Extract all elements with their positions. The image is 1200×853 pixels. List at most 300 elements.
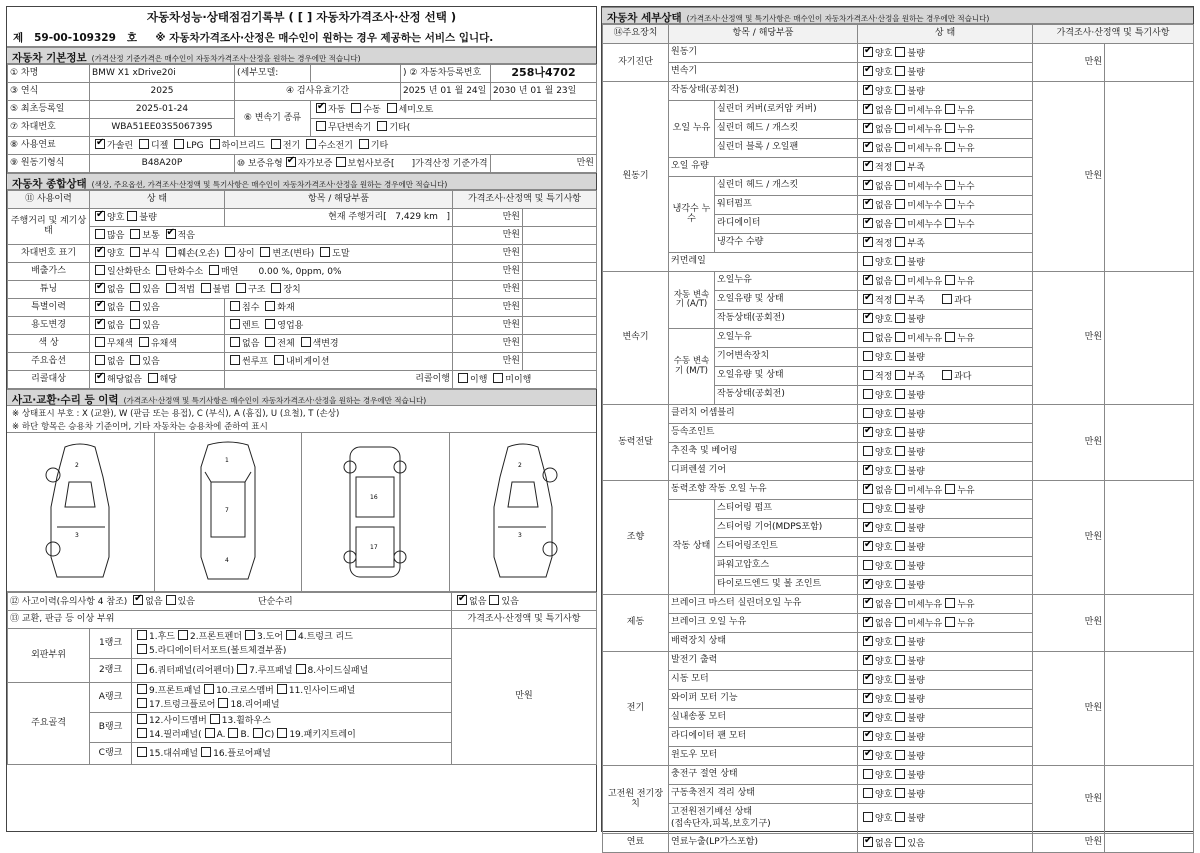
table-cell: 오일 유량 (669, 158, 858, 177)
p9[interactable] (137, 684, 147, 694)
label-text: 누유 (957, 485, 975, 496)
p8[interactable] (296, 664, 306, 674)
table-cell (858, 329, 1033, 348)
em-cb-1[interactable] (156, 265, 166, 275)
w4[interactable] (863, 465, 873, 475)
rc-cb-0[interactable] (95, 373, 105, 383)
e10[interactable] (863, 256, 873, 266)
l1[interactable] (863, 655, 873, 665)
legend-line-1: ※ 상태표시 부호 : X (교환), W (판금 또는 용접), C (부식), A (흠집), U (요철), T (손상) (12, 409, 340, 419)
table-cell: 항목 / 해당부품 (669, 25, 858, 44)
table-cell (858, 291, 1033, 310)
p2[interactable] (178, 630, 188, 640)
s3[interactable] (863, 522, 873, 532)
p14c[interactable] (253, 728, 263, 738)
warranty-self-cb[interactable] (286, 157, 296, 167)
col-cb-1[interactable] (139, 337, 149, 347)
vin-cb-1[interactable] (130, 247, 140, 257)
detail-table (602, 24, 1194, 853)
p14a[interactable] (205, 728, 215, 738)
e5b[interactable] (895, 161, 905, 171)
e4c[interactable] (945, 142, 955, 152)
e7[interactable] (863, 199, 873, 209)
table-cell (858, 215, 1033, 234)
col-cb-2[interactable] (230, 337, 240, 347)
table-cell (858, 63, 1033, 82)
trans-cvt-checkbox[interactable] (316, 121, 326, 131)
e6b[interactable] (895, 180, 905, 190)
table-cell: 동력전달 (603, 405, 669, 481)
l6[interactable] (863, 750, 873, 760)
rc-cb-1[interactable] (148, 373, 158, 383)
opt-cb-2[interactable] (230, 355, 240, 365)
table-cell: 용도변경 (8, 317, 90, 335)
fuel-options (90, 137, 597, 155)
label-text: 양호 (875, 656, 893, 667)
s4b[interactable] (895, 541, 905, 551)
e7b[interactable] (895, 199, 905, 209)
e8[interactable] (863, 218, 873, 228)
em-cb-2[interactable] (209, 265, 219, 275)
label-text: 전기 (282, 141, 301, 152)
w1b[interactable] (895, 408, 905, 418)
b2[interactable] (863, 617, 873, 627)
car-side-right-diagram (450, 433, 597, 591)
label-text: 불량 (907, 390, 925, 401)
p15[interactable] (137, 747, 147, 757)
t5b[interactable] (895, 351, 905, 361)
label-text: 과다 (954, 371, 972, 382)
label-text: 0.00 %, 0ppm, 0% (258, 267, 342, 278)
tun-cb-3[interactable] (201, 283, 211, 293)
mileage-many-cb[interactable] (95, 229, 105, 239)
sp-cb-0[interactable] (95, 301, 105, 311)
s4[interactable] (863, 541, 873, 551)
s1b[interactable] (895, 484, 905, 494)
b2c[interactable] (945, 617, 955, 627)
t1[interactable] (863, 275, 873, 285)
p1[interactable] (137, 630, 147, 640)
s2b[interactable] (895, 503, 905, 513)
us-cb-3[interactable] (265, 319, 275, 329)
table-cell (132, 659, 452, 683)
e1[interactable] (863, 85, 873, 95)
svg-text:3: 3 (517, 532, 522, 539)
simple-none-cb[interactable] (457, 595, 467, 605)
table-cell: ⑬ 교환, 판금 등 이상 부위 (8, 611, 452, 629)
opt-cb-0[interactable] (95, 355, 105, 365)
us-cb-1[interactable] (130, 319, 140, 329)
trans-auto-checkbox[interactable] (316, 103, 326, 113)
d1b[interactable] (895, 47, 905, 57)
table-row (8, 209, 597, 227)
h3[interactable] (863, 812, 873, 822)
svg-text:2: 2 (517, 462, 522, 469)
label-text: 탄화수소 (168, 267, 204, 278)
label-text: 불량 (907, 466, 925, 477)
gauge-bad-cb[interactable] (127, 211, 137, 221)
fuel-cb-0[interactable] (95, 139, 105, 149)
left-panel (6, 6, 597, 832)
p4[interactable] (286, 630, 296, 640)
mileage-few-cb[interactable] (166, 229, 176, 239)
label-text: 있음 (142, 357, 160, 368)
label-text: 양호 (875, 504, 893, 515)
tun-cb-2[interactable] (166, 283, 176, 293)
car-diagram (7, 432, 596, 592)
vin-cb-4[interactable] (260, 247, 270, 257)
table-cell: ⑭주요장치 (603, 25, 669, 44)
w3b[interactable] (895, 446, 905, 456)
col-cb-0[interactable] (95, 337, 105, 347)
p5[interactable] (137, 644, 147, 654)
table-cell: 냉각수 누수 (669, 177, 715, 253)
label-text: 없음 (875, 838, 893, 849)
em-cb-0[interactable] (95, 265, 105, 275)
label-text: 자동 (328, 105, 346, 116)
table-row (8, 227, 597, 245)
fuel-cb-3[interactable] (210, 139, 220, 149)
fuel-cb-1[interactable] (139, 139, 149, 149)
table-cell: 만원 (1033, 481, 1105, 595)
p7[interactable] (237, 664, 247, 674)
label-text: 4.트렁크 리드 (298, 631, 353, 642)
us-cb-0[interactable] (95, 319, 105, 329)
opt-cb-1[interactable] (130, 355, 140, 365)
l4[interactable] (863, 712, 873, 722)
vin-cb-3[interactable] (225, 247, 235, 257)
t1c[interactable] (945, 275, 955, 285)
e8c[interactable] (945, 218, 955, 228)
label-text: 있음 (142, 303, 160, 314)
l5b[interactable] (895, 731, 905, 741)
p3[interactable] (245, 630, 255, 640)
table-cell: 충전구 절연 상태 (669, 766, 858, 785)
table-cell: 스티어링 기어(MDPS포함) (715, 519, 858, 538)
h2[interactable] (863, 788, 873, 798)
us-cb-2[interactable] (230, 319, 240, 329)
car-side-left-diagram (7, 433, 155, 591)
t4c[interactable] (945, 332, 955, 342)
model-label: (세부모델: (235, 65, 311, 83)
fuel-label: ⑧ 사용연료 (8, 137, 90, 155)
e10b[interactable] (895, 256, 905, 266)
h1[interactable] (863, 769, 873, 779)
trans-manual-checkbox[interactable] (351, 103, 361, 113)
table-cell: 브레이크 마스터 실린더오일 누유 (669, 595, 858, 614)
d2b[interactable] (895, 66, 905, 76)
w2[interactable] (863, 427, 873, 437)
table-cell (452, 593, 597, 611)
trans-semi-checkbox[interactable] (387, 103, 397, 113)
label-text: 수소전기 (318, 141, 353, 152)
table-cell (90, 353, 225, 371)
label-text: 양호 (875, 675, 893, 686)
label-text: 양호 (875, 428, 893, 439)
b3[interactable] (863, 636, 873, 646)
label-text: 불량 (907, 504, 925, 515)
b3b[interactable] (895, 636, 905, 646)
period-from: 2025 년 01 월 24일 (401, 83, 491, 101)
fuel-cb-4[interactable] (271, 139, 281, 149)
p12[interactable] (137, 714, 147, 724)
table-cell (90, 209, 225, 227)
p13[interactable] (210, 714, 220, 724)
fuel-cb-6[interactable] (359, 139, 369, 149)
l6b[interactable] (895, 750, 905, 760)
table-cell: 가격조사·산정액 및 특기사항 (1033, 25, 1194, 44)
t5[interactable] (863, 351, 873, 361)
table-cell: 제동 (603, 595, 669, 652)
b1c[interactable] (945, 598, 955, 608)
table-cell: 1랭크 (90, 629, 132, 659)
label-text: 없음 (107, 303, 125, 314)
sp-cb-1[interactable] (130, 301, 140, 311)
label-text: 썬루프 (242, 357, 269, 368)
p6[interactable] (137, 664, 147, 674)
label-text: 양호 (875, 580, 893, 591)
svg-text:7: 7 (224, 507, 229, 514)
tun-cb-4[interactable] (236, 283, 246, 293)
e9[interactable] (863, 237, 873, 247)
first-reg-label: ⑤ 최초등록일 (8, 101, 90, 119)
s1[interactable] (863, 484, 873, 494)
label-text: 없음 (145, 597, 163, 608)
label-text: 고전원전기배선 상태 (671, 807, 753, 818)
l2[interactable] (863, 674, 873, 684)
table-cell: 만원 (1033, 834, 1105, 853)
label-text: 불량 (907, 447, 925, 458)
table-cell (858, 557, 1033, 576)
h2b[interactable] (895, 788, 905, 798)
s1c[interactable] (945, 484, 955, 494)
e8b[interactable] (895, 218, 905, 228)
l2b[interactable] (895, 674, 905, 684)
f1[interactable] (863, 837, 873, 847)
t4b[interactable] (895, 332, 905, 342)
table-cell (225, 317, 453, 335)
b1b[interactable] (895, 598, 905, 608)
table-cell (858, 747, 1033, 766)
label-text: 불법 (212, 285, 231, 296)
table-cell: 만원 (1033, 44, 1105, 82)
label-text: 양호 (875, 447, 893, 458)
warranty-ins-cb[interactable] (336, 157, 346, 167)
table-cell: 만원 (453, 299, 523, 317)
table-cell (858, 519, 1033, 538)
d1[interactable] (863, 47, 873, 57)
p14b[interactable] (228, 728, 238, 738)
h1b[interactable] (895, 769, 905, 779)
table-cell (132, 743, 452, 765)
e2[interactable] (863, 104, 873, 114)
mileage-normal-cb[interactable] (130, 229, 140, 239)
e6[interactable] (863, 180, 873, 190)
t3b[interactable] (895, 313, 905, 323)
table-cell (858, 652, 1033, 671)
label-text: 양호 (875, 732, 893, 743)
w3[interactable] (863, 446, 873, 456)
e5[interactable] (863, 161, 873, 171)
table-cell (858, 272, 1033, 291)
s6[interactable] (863, 579, 873, 589)
trans-other-checkbox[interactable] (377, 121, 387, 131)
s5[interactable] (863, 560, 873, 570)
label-text: 양호 (875, 352, 893, 363)
label-text: 7.루프패널 (249, 666, 293, 677)
table-row (8, 155, 597, 173)
e6c[interactable] (945, 180, 955, 190)
number-suffix: 호 (126, 32, 138, 44)
t6b[interactable] (895, 370, 905, 380)
e4[interactable] (863, 142, 873, 152)
f1b[interactable] (895, 837, 905, 847)
t1b[interactable] (895, 275, 905, 285)
e2b[interactable] (895, 104, 905, 114)
table-cell (858, 253, 1033, 272)
l4b[interactable] (895, 712, 905, 722)
label-text: 없음 (875, 200, 893, 211)
table-row (603, 272, 1194, 291)
fuel-cb-2[interactable] (174, 139, 184, 149)
e2c[interactable] (945, 104, 955, 114)
label-text: 불량 (907, 732, 925, 743)
p19[interactable] (277, 728, 287, 738)
svg-text:4: 4 (224, 557, 229, 564)
overall-table (7, 190, 597, 389)
label-text: 미세누수 (907, 200, 943, 211)
vin-cb-2[interactable] (166, 247, 176, 257)
h3b[interactable] (895, 812, 905, 822)
tun-cb-0[interactable] (95, 283, 105, 293)
w2b[interactable] (895, 427, 905, 437)
table-cell: 윈도우 모터 (669, 747, 858, 766)
tun-cb-1[interactable] (130, 283, 140, 293)
l1b[interactable] (895, 655, 905, 665)
label-text: 불량 (907, 542, 925, 553)
table-cell (858, 424, 1033, 443)
p16[interactable] (201, 747, 211, 757)
label-text: ⑫ 사고이력(유의사항 4 참조) (10, 597, 128, 608)
t6[interactable] (863, 370, 873, 380)
table-cell (523, 263, 597, 281)
p10[interactable] (204, 684, 214, 694)
p11[interactable] (277, 684, 287, 694)
rc2-cb-0[interactable] (458, 373, 468, 383)
table-cell (1105, 272, 1194, 405)
p14[interactable] (137, 728, 147, 738)
e9b[interactable] (895, 237, 905, 247)
acc-none-cb[interactable] (133, 595, 143, 605)
table-cell: 외판부위 (8, 629, 90, 683)
t2[interactable] (863, 294, 873, 304)
table-cell (90, 317, 225, 335)
e1b[interactable] (895, 85, 905, 95)
label-text: 미세누유 (907, 618, 943, 629)
rc2-cb-1[interactable] (493, 373, 503, 383)
col-cb-3[interactable] (265, 337, 275, 347)
t7[interactable] (863, 389, 873, 399)
table-cell (858, 82, 1033, 101)
w1[interactable] (863, 408, 873, 418)
e3c[interactable] (945, 123, 955, 133)
table-row (603, 766, 1194, 785)
label-text: 없음 (875, 105, 893, 116)
d2[interactable] (863, 66, 873, 76)
table-cell (858, 785, 1033, 804)
s3b[interactable] (895, 522, 905, 532)
l3b[interactable] (895, 693, 905, 703)
table-cell (90, 245, 453, 263)
s5b[interactable] (895, 560, 905, 570)
t6c[interactable] (942, 370, 952, 380)
p18[interactable] (218, 698, 228, 708)
label-text: 침수 (242, 303, 260, 314)
label-text: LPG (186, 141, 204, 152)
acc-exist-cb[interactable] (166, 595, 176, 605)
label-text: 현재 주행거리[ (328, 211, 387, 222)
tun-cb-5[interactable] (271, 283, 281, 293)
p17[interactable] (137, 698, 147, 708)
label-text: B. (240, 729, 250, 740)
year-label: ③ 연식 (8, 83, 90, 101)
l3[interactable] (863, 693, 873, 703)
opt-cb-3[interactable] (274, 355, 284, 365)
label-text: 없음 (469, 597, 487, 608)
t3[interactable] (863, 313, 873, 323)
table-cell: 라디에이터 팬 모터 (669, 728, 858, 747)
label-text: 부족 (907, 162, 925, 173)
label-text: 색변경 (312, 339, 339, 350)
table-cell: 실내송풍 모터 (669, 709, 858, 728)
simple-exist-cb[interactable] (489, 595, 499, 605)
table-cell (858, 196, 1033, 215)
label-text: 누유 (957, 599, 975, 610)
s6b[interactable] (895, 579, 905, 589)
fuel-cb-5[interactable] (306, 139, 316, 149)
vin-cb-0[interactable] (95, 247, 105, 257)
label-text: ⑩ 보증유형 (237, 159, 283, 170)
table-cell (858, 633, 1033, 652)
label-text: 불량 (907, 770, 925, 781)
table-cell: 리콜대상 (8, 371, 90, 389)
t2b[interactable] (895, 294, 905, 304)
label-text: 적정 (875, 371, 893, 382)
l5[interactable] (863, 731, 873, 741)
e4b[interactable] (895, 142, 905, 152)
s2[interactable] (863, 503, 873, 513)
e3[interactable] (863, 123, 873, 133)
label-text: 무단변속기 (328, 123, 372, 134)
e7c[interactable] (945, 199, 955, 209)
e3b[interactable] (895, 123, 905, 133)
vin-cb-5[interactable] (320, 247, 330, 257)
t4[interactable] (863, 332, 873, 342)
sp-cb-3[interactable] (265, 301, 275, 311)
label-text: 적음 (177, 231, 195, 242)
label-text: 이행 (470, 375, 488, 386)
table-cell (858, 234, 1033, 253)
gauge-good-cb[interactable] (95, 211, 105, 221)
w4b[interactable] (895, 465, 905, 475)
sp-cb-2[interactable] (230, 301, 240, 311)
col-cb-4[interactable] (301, 337, 311, 347)
b2b[interactable] (895, 617, 905, 627)
b1[interactable] (863, 598, 873, 608)
table-cell: 원동기 (603, 82, 669, 272)
t7b[interactable] (895, 389, 905, 399)
t2c[interactable] (942, 294, 952, 304)
